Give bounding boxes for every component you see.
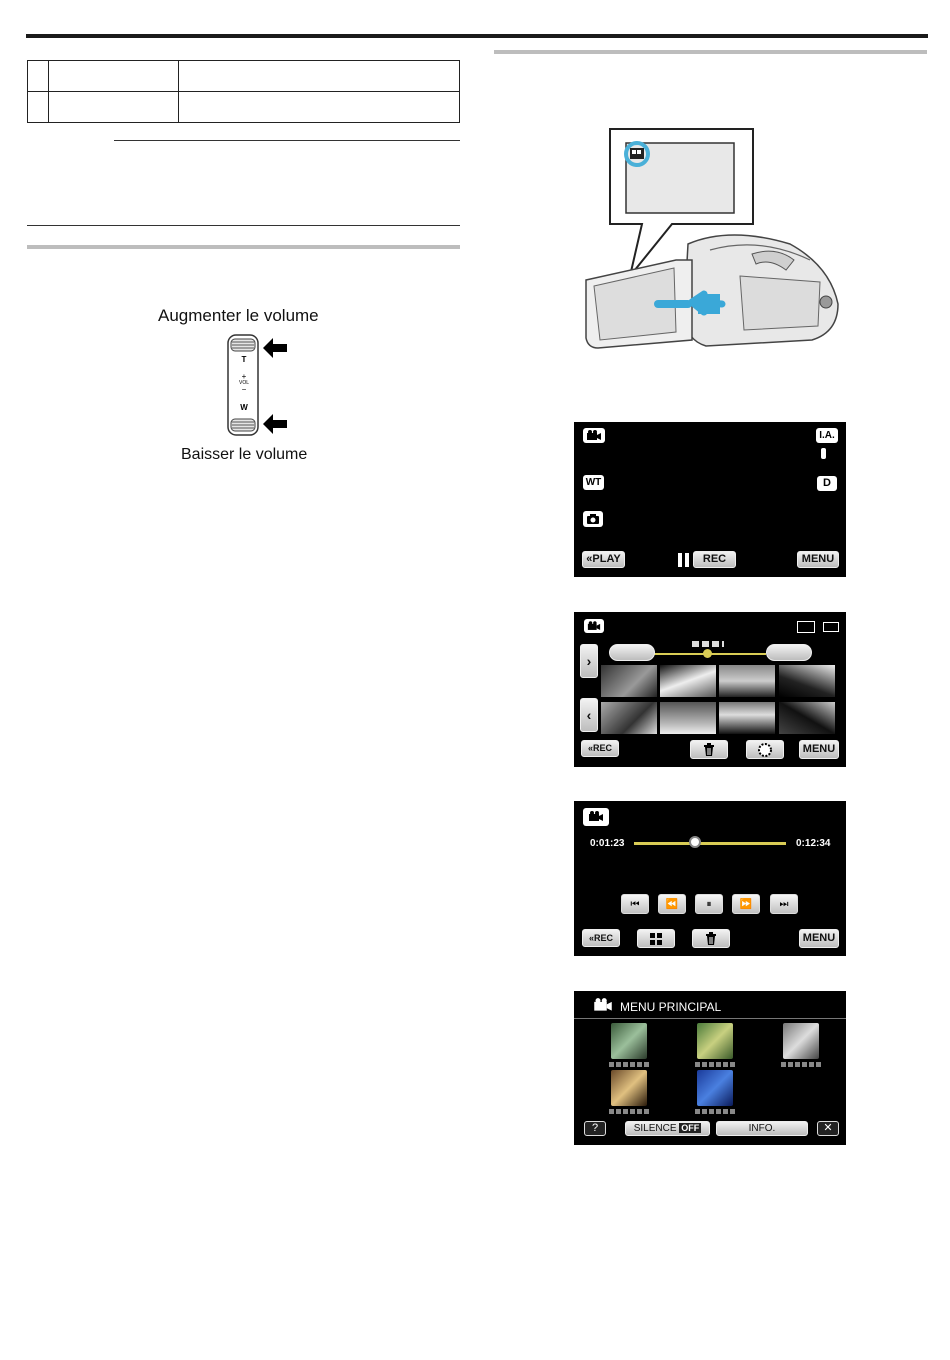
date-label xyxy=(692,641,724,647)
arrow-left-icon xyxy=(263,338,287,363)
lever-vol-label: VOL xyxy=(238,380,249,386)
play-label: PLAY xyxy=(592,553,621,565)
menu-item-label xyxy=(695,1062,735,1067)
battery-icon xyxy=(823,622,839,632)
pause-icon xyxy=(685,553,689,567)
table-row xyxy=(28,61,460,92)
header-rule xyxy=(26,34,928,38)
section-rule-left xyxy=(27,245,460,249)
menu-button[interactable]: MENU xyxy=(797,551,839,568)
media-settings-icon[interactable] xyxy=(697,1070,733,1106)
index-grid-icon[interactable] xyxy=(637,929,675,948)
pause-icon xyxy=(678,553,682,567)
thumbnail[interactable] xyxy=(660,702,716,734)
thumbnail[interactable] xyxy=(719,702,775,734)
menu-item-label xyxy=(609,1109,649,1114)
menu-item-label xyxy=(781,1062,821,1067)
date-slider-handle[interactable] xyxy=(703,649,712,658)
section-rule-right xyxy=(494,50,927,54)
thumbnail[interactable] xyxy=(719,665,775,697)
menu-divider xyxy=(574,1018,846,1019)
skip-back-icon[interactable]: ⏮ xyxy=(621,894,649,914)
camcorder-illustration xyxy=(580,126,845,356)
rec-label: REC xyxy=(594,933,614,943)
note-divider xyxy=(114,140,460,141)
playback-progress-handle[interactable] xyxy=(689,836,701,848)
trash-icon[interactable] xyxy=(692,929,730,948)
menu-title: MENU PRINCIPAL xyxy=(620,1000,722,1014)
video-mode-icon xyxy=(584,619,604,633)
menu-item-label xyxy=(695,1109,735,1114)
video-mode-icon xyxy=(583,808,609,826)
volume-down-label: Baisser le volume xyxy=(181,446,308,463)
usb-connection-icon[interactable] xyxy=(611,1070,647,1106)
sd-card-label: SD xyxy=(797,621,815,633)
lever-minus-label: − xyxy=(241,385,247,394)
lever-plus-label: + xyxy=(241,372,247,381)
display-d-icon[interactable]: D xyxy=(817,476,837,491)
next-date-button[interactable] xyxy=(766,644,812,661)
silence-button[interactable] xyxy=(625,1121,710,1136)
thumbnail[interactable] xyxy=(779,665,835,697)
volume-up-label: Augmenter le volume xyxy=(158,306,319,325)
video-mode-icon[interactable] xyxy=(583,428,605,443)
info-table xyxy=(27,60,460,123)
wt-zoom-icon[interactable]: WT xyxy=(583,475,604,490)
thumbnail[interactable] xyxy=(601,702,657,734)
rec-button[interactable]: «REC xyxy=(582,929,620,947)
menu-item-label xyxy=(609,1062,649,1067)
connection-settings-icon[interactable] xyxy=(697,1023,733,1059)
previous-date-button[interactable] xyxy=(609,644,655,661)
audio-level-icon xyxy=(821,448,826,459)
silence-label: SILENCE xyxy=(633,1123,677,1134)
arrow-left-icon xyxy=(263,414,287,439)
thumbnail[interactable] xyxy=(601,665,657,697)
rec-button[interactable]: «REC xyxy=(581,740,619,757)
silence-state-badge: OFF xyxy=(681,1123,700,1133)
info-button[interactable]: INFO. xyxy=(716,1121,808,1136)
common-settings-icon[interactable] xyxy=(783,1023,819,1059)
rec-label: REC xyxy=(593,743,613,753)
lever-w-label: W xyxy=(240,403,248,412)
elapsed-time: 0:01:23 xyxy=(590,838,625,849)
table-row xyxy=(28,92,460,123)
camera-mode-icon[interactable] xyxy=(583,511,603,527)
rewind-icon[interactable]: ⏪ xyxy=(658,894,686,914)
video-mode-icon xyxy=(593,998,613,1017)
menu-button[interactable]: MENU xyxy=(799,740,839,759)
section-divider xyxy=(27,225,460,226)
thumbnail[interactable] xyxy=(779,702,835,734)
thumbnail[interactable] xyxy=(660,665,716,697)
close-icon[interactable]: ✕ xyxy=(817,1121,839,1136)
video-settings-icon[interactable] xyxy=(611,1023,647,1059)
skip-forward-icon[interactable]: ⏭ xyxy=(770,894,798,914)
digest-icon[interactable] xyxy=(746,740,784,759)
menu-button[interactable]: MENU xyxy=(799,929,839,948)
play-button[interactable]: «PLAY xyxy=(582,551,625,568)
chevron-right-icon[interactable]: › xyxy=(580,644,598,678)
fast-forward-icon[interactable]: ⏩ xyxy=(732,894,760,914)
total-time: 0:12:34 xyxy=(796,838,831,849)
intelligent-auto-icon[interactable]: I.A. xyxy=(816,428,838,443)
help-button[interactable]: ? xyxy=(584,1121,606,1136)
playback-progress-track[interactable] xyxy=(634,842,786,845)
lever-t-label: T xyxy=(241,355,247,364)
pause-icon[interactable]: ⏸ xyxy=(695,894,723,914)
chevron-left-icon[interactable]: ‹ xyxy=(580,698,598,732)
trash-icon[interactable] xyxy=(690,740,728,759)
rec-button[interactable]: REC xyxy=(693,551,736,568)
